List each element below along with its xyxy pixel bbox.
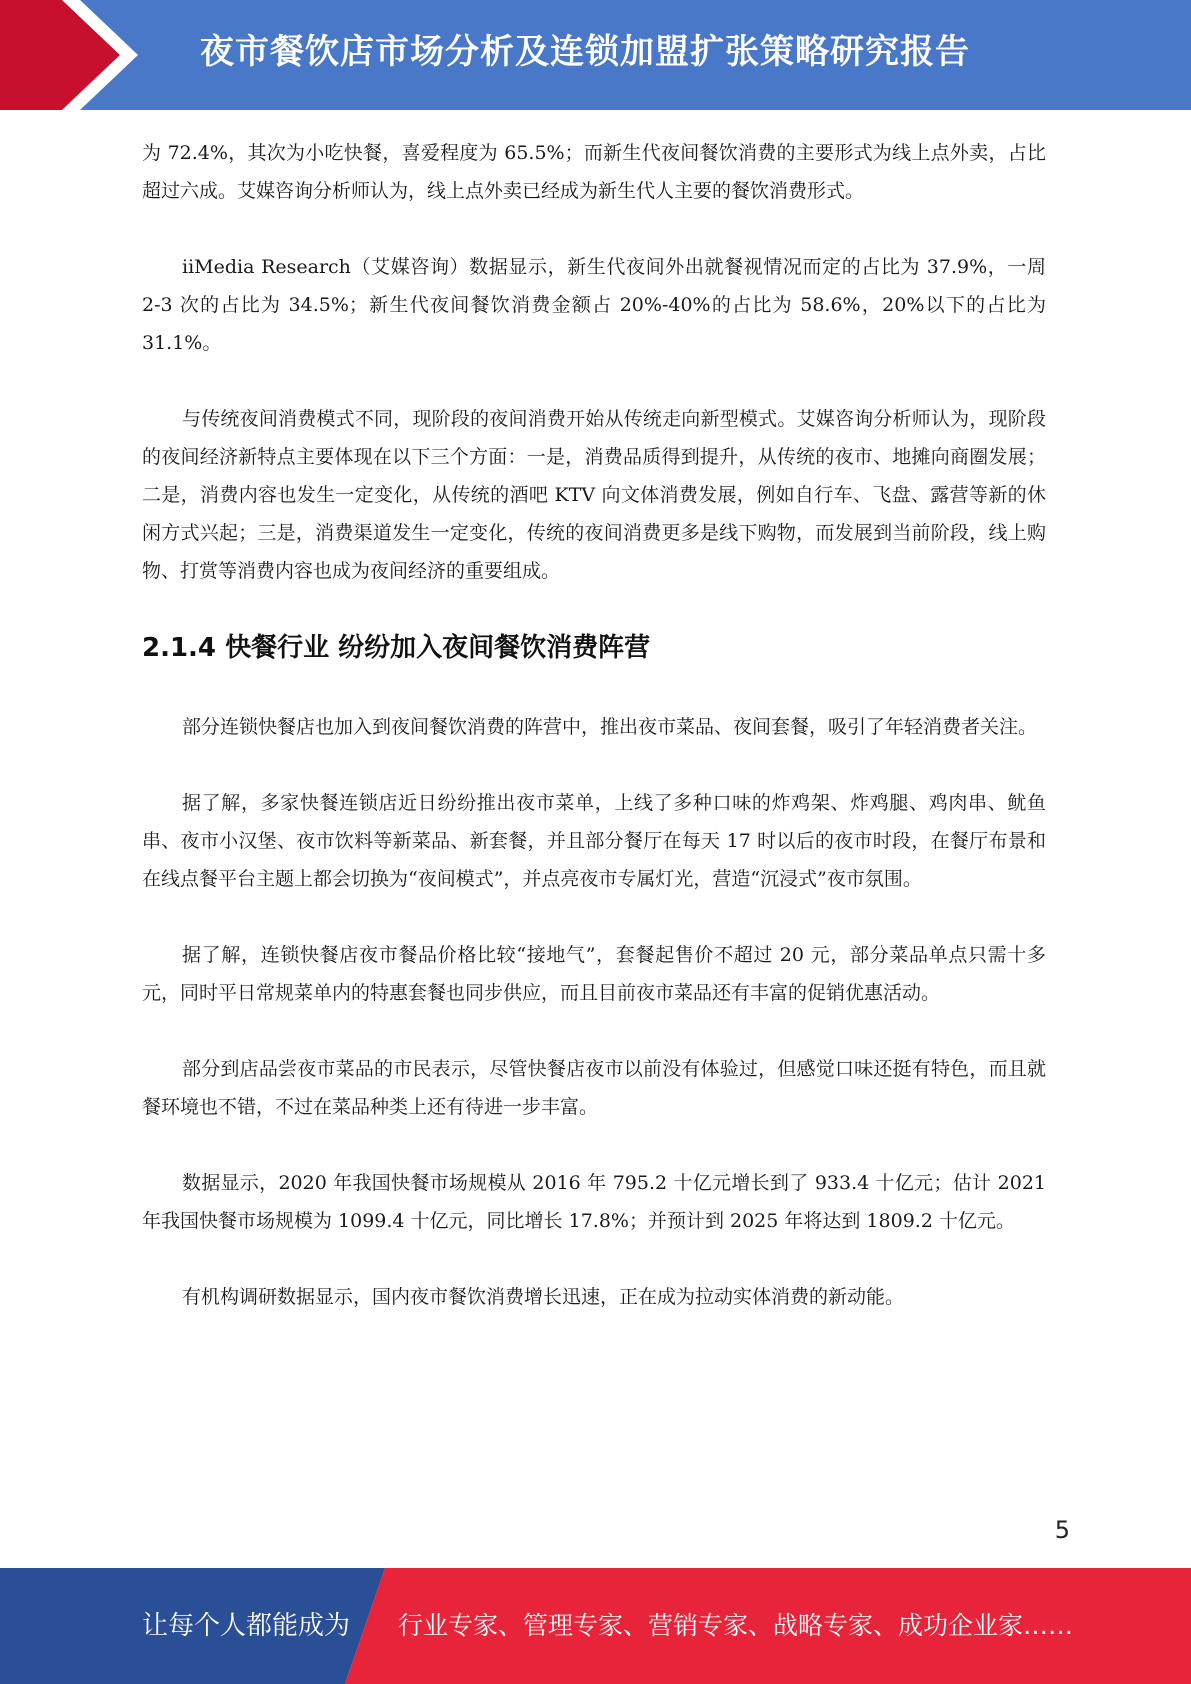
footer-slogan-left: 让每个人都能成为: [142, 1611, 351, 1641]
paragraph-growth: 有机构调研数据显示，国内夜市餐饮消费增长迅速，正在成为拉动实体消费的新动能。: [182, 1286, 905, 1308]
report-title: 夜市餐饮店市场分析及连锁加盟扩张策略研究报告: [200, 32, 970, 72]
page-footer: [0, 1568, 1191, 1684]
paragraph-pricing: 据了解，连锁快餐店夜市餐品价格比较“接地气”，套餐起售价不超过 20 元，部分菜品单点只需十多元，同时平日常规菜单内的特惠套餐也同步供应，而且目前夜市菜品还有丰富的促销优惠活动。: [142, 944, 1046, 1004]
paragraph-market-size: 数据显示，2020 年我国快餐市场规模从 2016 年 795.2 十亿元增长到了 933.4 十亿元；估计 2021 年我国快餐市场规模为 1099.4 十亿元，同比增长 17.8%；并预计到 2025 年将达到 1809.2 十亿元。: [142, 1172, 1046, 1232]
paragraph-continued: 为 72.4%，其次为小吃快餐，喜爱程度为 65.5%；而新生代夜间餐饮消费的主要形式为线上点外卖，占比超过六成。艾媒咨询分析师认为，线上点外卖已经成为新生代人主要的餐饮消费形式。: [142, 142, 1046, 202]
paragraph-night-economy-trends: 与传统夜间消费模式不同，现阶段的夜间消费开始从传统走向新型模式。艾媒咨询分析师认为，现阶段的夜间经济新特点主要体现在以下三个方面：一是，消费品质得到提升，从传统的夜市、地摊向商圈发展；二是，消费内容也发生一定变化，从传统的酒吧 KTV 向文体消费发展，例如自行车、飞盘、露营等新的休闲方式兴起；三是，消费渠道发生一定变化，传统的夜间消费更多是线下购物，而发展到当前阶段，线上购物、打赏等消费内容也成为夜间经济的重要组成。: [142, 408, 1046, 582]
footer-slogan-right: 行业专家、管理专家、营销专家、战略专家、成功企业家……: [398, 1611, 1074, 1640]
section-heading: 2.1.4 快餐行业 纷纷加入夜间餐饮消费阵营: [142, 633, 651, 663]
paragraph-night-menu: 据了解，多家快餐连锁店近日纷纷推出夜市菜单，上线了多种口味的炸鸡架、炸鸡腿、鸡肉串、鱿鱼串、夜市小汉堡、夜市饮料等新菜品、新套餐，并且部分餐厅在每天 17 时以后的夜市时段，在餐厅布景和在线点餐平台主题上都会切换为“夜间模式”，并点亮夜市专属灯光，营造“沉浸式”夜市氛围。: [142, 792, 1046, 890]
paragraph-chain-fastfood: 部分连锁快餐店也加入到夜间餐饮消费的阵营中，推出夜市菜品、夜间套餐，吸引了年轻消费者关注。: [182, 716, 1038, 738]
header-arrow-icon: [0, 0, 150, 110]
paragraph-imedia-data: iiMedia Research（艾媒咨询）数据显示，新生代夜间外出就餐视情况而定的占比为 37.9%，一周 2-3 次的占比为 34.5%；新生代夜间餐饮消费金额占 20%-40%的占比为 58.6%，20%以下的占比为 31.1%。: [142, 256, 1046, 354]
paragraph-customer-feedback: 部分到店品尝夜市菜品的市民表示，尽管快餐店夜市以前没有体验过，但感觉口味还挺有特色，而且就餐环境也不错，不过在菜品种类上还有待进一步丰富。: [142, 1058, 1046, 1118]
page-content: [142, 134, 1046, 1354]
page-header: [0, 0, 1191, 110]
page-number: 5: [1054, 1516, 1070, 1544]
